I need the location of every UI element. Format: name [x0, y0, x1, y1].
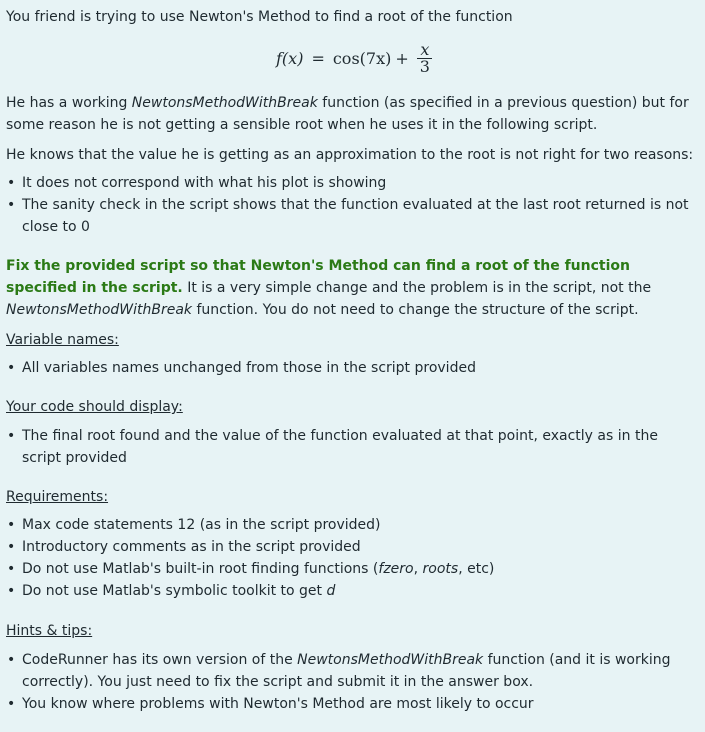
formula-equals: = [311, 48, 325, 68]
hints-heading: Hints & tips: [6, 623, 93, 639]
display-list [6, 425, 699, 469]
function-name: NewtonsMethodWithBreak [131, 95, 318, 111]
requirements-heading: Requirements: [6, 489, 109, 505]
formula-plus: + [395, 48, 409, 68]
fix-instruction: Fix the provided script so that Newton's Method can find a root of the function specified in the script. It is a very simple change and the problem is in the script, not the NewtonsMethodWithBreak function. You do not need to change the structure of the script. [6, 258, 652, 318]
fix-instruction-bold: Fix the provided script so that Newton's Method can find a root of the function specified in the script. [6, 258, 630, 296]
formula-numerator: x [417, 42, 432, 59]
list-item: • Introductory comments as in the script provided [6, 536, 699, 558]
requirements-list [6, 514, 699, 602]
formula-cos: cos(7x) [332, 48, 392, 68]
list-item: • Max code statements 12 (as in the script provided) [6, 514, 699, 536]
formula-denominator: 3 [419, 56, 430, 76]
context-paragraph: He has a working NewtonsMethodWithBreak function (as specified in a previous question) but for some reason he is not getting a sensible root when he uses it in the following script. [6, 95, 689, 133]
list-item: • All variables names unchanged from those in the script provided [6, 357, 699, 379]
variables-heading: Variable names: [6, 332, 119, 348]
list-item: • You know where problems with Newton's Method are most likely to occur [6, 693, 699, 715]
formula-lhs: f(x) [276, 48, 304, 68]
list-item: • It does not correspond with what his plot is showing [6, 172, 699, 194]
list-item: • Do not use Matlab's symbolic toolkit to get d [6, 580, 699, 602]
reasons-list [6, 172, 699, 238]
list-item: • The sanity check in the script shows that the function evaluated at the last root returned is not close to 0 [6, 194, 699, 238]
list-item: • CodeRunner has its own version of the NewtonsMethodWithBreak function (and it is working correctly). You just need to fix the script and submit it in the answer box. [6, 649, 699, 693]
variables-list [6, 357, 699, 379]
formula-fraction [417, 39, 433, 76]
intro-text: You friend is trying to use Newton's Method to find a root of the function [6, 9, 513, 25]
list-item: • The final root found and the value of the function evaluated at that point, exactly as in the script provided [6, 425, 699, 469]
list-item: • Do not use Matlab's built-in root finding functions (fzero, roots, etc) [6, 558, 699, 580]
reasons-intro: He knows that the value he is getting as an approximation to the root is not right for two reasons: [6, 147, 694, 163]
function-formula [276, 38, 433, 78]
display-heading: Your code should display: [6, 399, 183, 415]
hints-list [6, 649, 699, 715]
